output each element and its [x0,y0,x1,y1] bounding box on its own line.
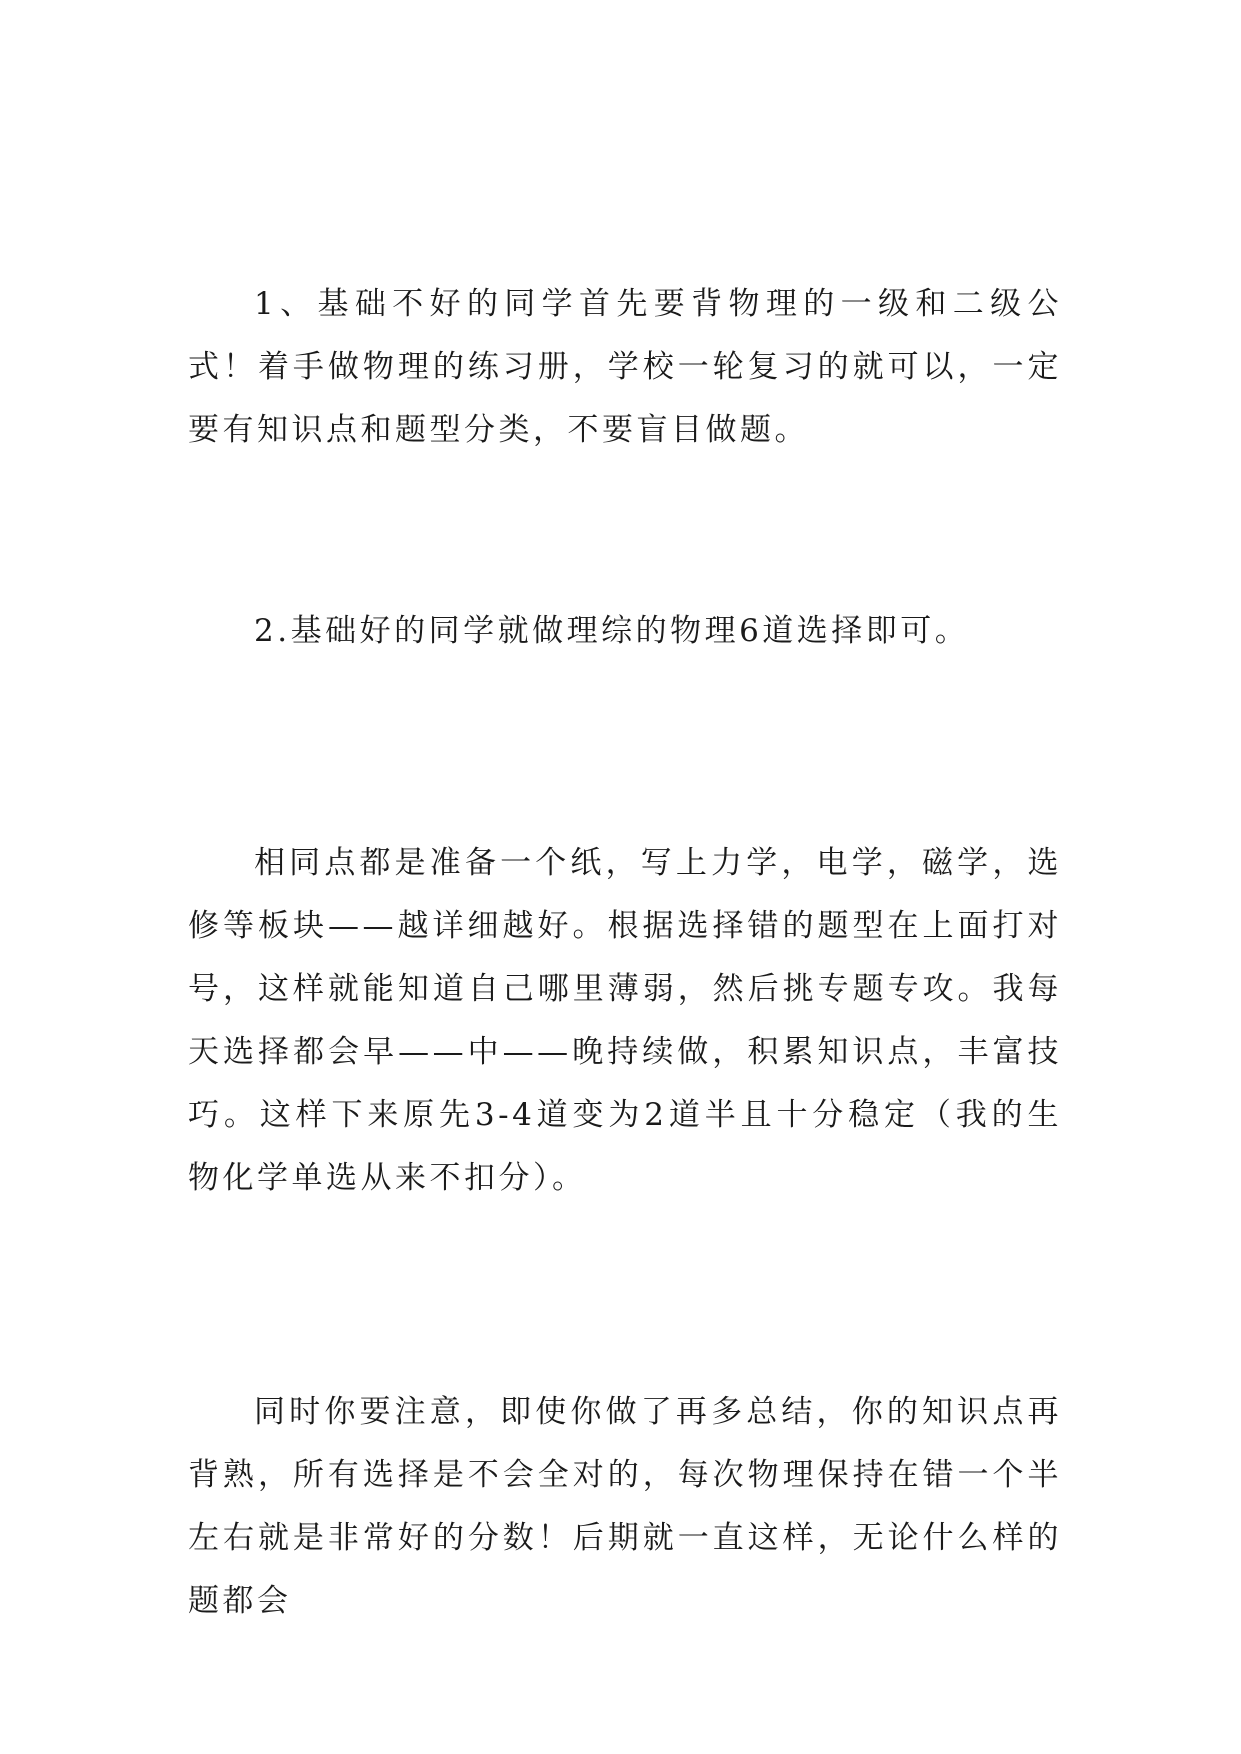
paragraph-attention: 同时你要注意，即使你做了再多总结，你的知识点再背熟，所有选择是不会全对的，每次物理保持在错一个半左右就是非常好的分数！后期就一直这样，无论什么样的题都会 [188,1394,1062,1619]
paragraph-good-foundation: 2.基础好的同学就做理综的物理6道选择即可。 [254,613,970,649]
paragraph-common-method: 相同点都是准备一个纸，写上力学，电学，磁学，选修等板块——越详细越好。根据选择错的题型在上面打对号，这样就能知道自己哪里薄弱，然后挑专题专攻。我每天选择都会早——中——晚持续做，积累知识点，丰富技巧。这样下来原先3-4道变为2道半且十分稳定（我的生物化学单选从来不扣分）。 [188,845,1062,1196]
paragraph-basic-formulas: 1、基础不好的同学首先要背物理的一级和二级公式！着手做物理的练习册，学校一轮复习的就可以，一定要有知识点和题型分类，不要盲目做题。 [188,286,1062,448]
